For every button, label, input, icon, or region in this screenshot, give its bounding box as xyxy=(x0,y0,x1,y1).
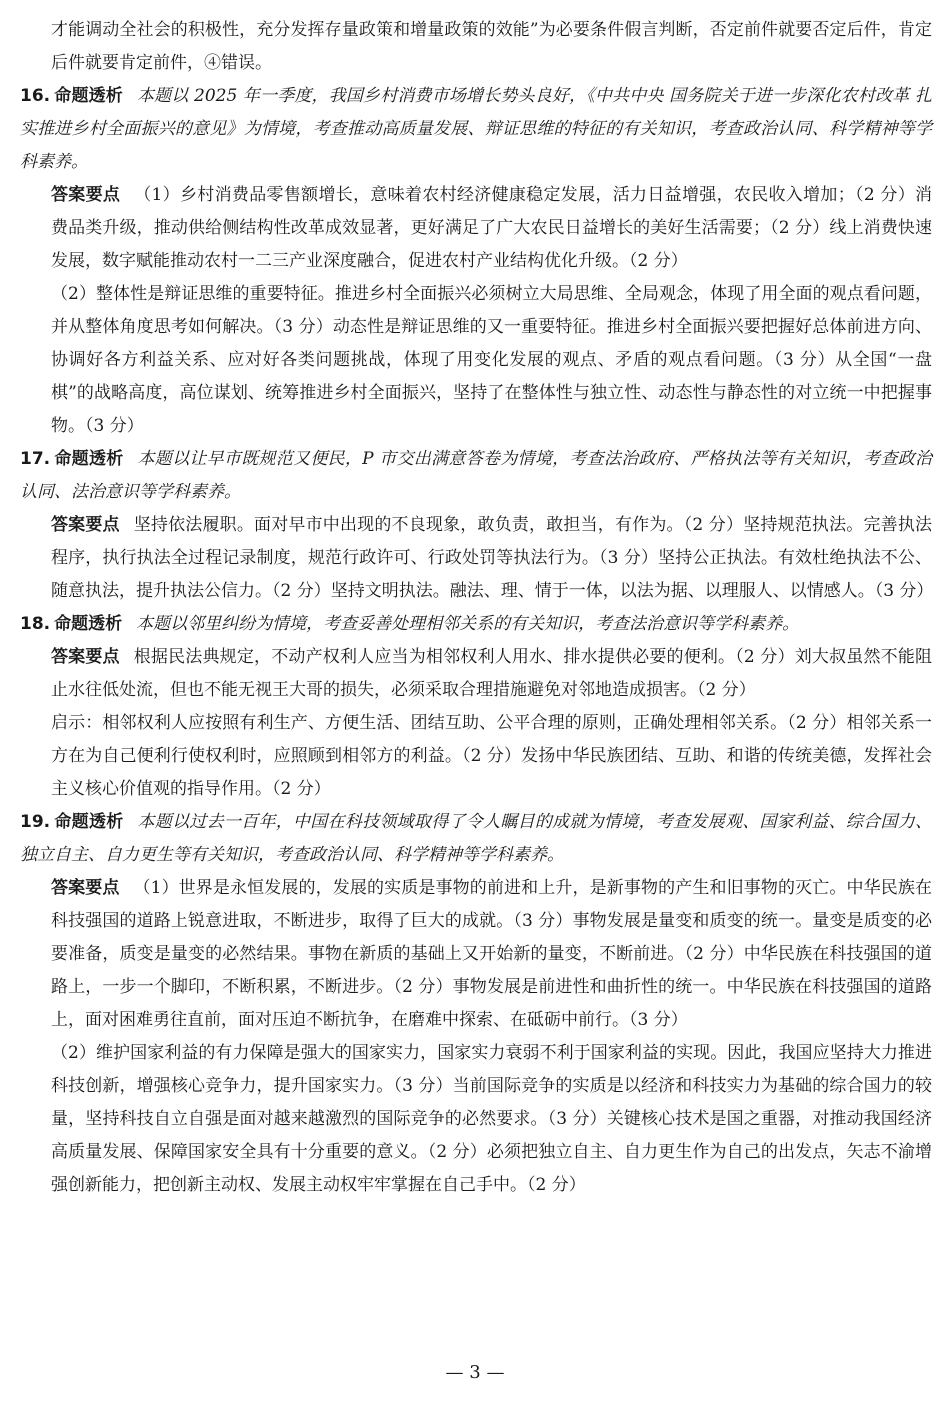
q18-number: 18. xyxy=(20,614,51,634)
q16-number: 16. xyxy=(20,86,51,106)
page-number: — 3 — xyxy=(445,1362,505,1383)
answer-document xyxy=(20,14,932,1202)
q18-answer-1-text: 根据民法典规定，不动产权利人应当为相邻权利人用水、排水提供必要的便利。（2 分）刘大叔虽然不能阻止水往低处流，但也不能无视王大哥的损失，必须采取合理措施避免对邻地造成损害。（2 分） xyxy=(51,647,933,700)
q19-answer-1 xyxy=(20,872,932,1037)
q18-answer-2: 启示：相邻权利人应按照有利生产、方便生活、团结互助、公平合理的原则，正确处理相邻关系。（2 分）相邻关系一方在为自己便利行使权利时，应照顾到相邻方的利益。（2 分）发扬中华民族团结、互助、和谐的传统美德，发挥社会主义核心价值观的指导作用。（2 分） xyxy=(51,713,932,799)
q16-analysis xyxy=(20,80,932,179)
q16-answer-1-text: （1）乡村消费品零售额增长，意味着农村经济健康稳定发展，活力日益增强，农民收入增加；（2 分）消费品类升级，推动供给侧结构性改革成效显著，更好满足了广大农民日益增长的美好生活需要；（2 分）线上消费快速发展，数字赋能推动农村一二三产业深度融合，促进农村产业结构优化升级。（2 分） xyxy=(51,185,933,271)
question-19 xyxy=(20,806,932,1202)
q19-answer-2: （2）维护国家利益的有力保障是强大的国家实力，国家实力衰弱不利于国家利益的实现。因此，我国应坚持大力推进科技创新，增强核心竞争力，提升国家实力。（3 分）当前国际竞争的实质是以经济和科技实力为基础的综合国力的较量，坚持科技自立自强是面对越来越激烈的国际竞争的必然要求。（3 分）关键核心技术是国之重器，对推动我国经济高质量发展、保障国家安全具有十分重要的意义。（2 分）必须把独立自主、自力更生作为自己的出发点，矢志不渝增强创新能力，把创新主动权、发展主动权牢牢掌握在自己手中。（2 分） xyxy=(51,1043,932,1195)
q18-answer-1 xyxy=(20,641,932,707)
q17-analysis xyxy=(20,443,932,509)
q19-number: 19. xyxy=(20,812,51,832)
question-18 xyxy=(20,608,932,806)
q19-analysis xyxy=(20,806,932,872)
q16-answer-label: 答案要点 xyxy=(51,185,121,205)
q19-answer-1-text: （1）世界是永恒发展的，发展的实质是事物的前进和上升，是新事物的产生和旧事物的灭亡。中华民族在科技强国的道路上锐意进取，不断进步，取得了巨大的成就。（3 分）事物发展是量变和质变的统一。量变是质变的必要准备，质变是量变的必然结果。事物在新质的基础上又开始新的量变，不断前进。（2 分）中华民族在科技强国的道路上，一步一个脚印，不断积累，不断进步。（2 分）事物发展是前进性和曲折性的统一。中华民族在科技强国的道路上，面对困难勇往直前，面对压迫不断抗争，在磨难中探索、在砥砺中前行。（3 分） xyxy=(51,878,932,1030)
q18-analysis-label: 命题透析 xyxy=(54,614,123,634)
question-17 xyxy=(20,443,932,608)
q16-answer-2: （2）整体性是辩证思维的重要特征。推进乡村全面振兴必须树立大局思维、全局观念，体现了用全面的观点看问题，并从整体角度思考如何解决。（3 分）动态性是辩证思维的又一重要特征。推进乡村全面振兴要把握好总体前进方向、协调好各方利益关系、应对好各类问题挑战，体现了用变化发展的观点、矛盾的观点看问题。（3 分）从全国“一盘棋”的战略高度，高位谋划、统筹推进乡村全面振兴，坚持了在整体性与独立性、动态性与静态性的对立统一中把握事物。（3 分） xyxy=(51,284,932,436)
q17-answer-label: 答案要点 xyxy=(51,515,120,535)
q16-analysis-text: 本题以 2025 年一季度，我国乡村消费市场增长势头良好，《中共中央 国务院关于进一步深化农村改革 扎实推进乡村全面振兴的意见》为情境，考查推动高质量发展、辩证思维的特征的有关知识，考查政治认同、科学精神等学科素养。 xyxy=(20,86,932,172)
q17-number: 17. xyxy=(20,449,51,469)
q17-analysis-text: 本题以让早市既规范又便民，P 市交出满意答卷为情境，考查法治政府、严格执法等有关知识，考查政治认同、法治意识等学科素养。 xyxy=(20,449,932,502)
q16-analysis-label: 命题透析 xyxy=(54,86,123,106)
q17-analysis-label: 命题透析 xyxy=(54,449,124,469)
intro-paragraph: 才能调动全社会的积极性，充分发挥存量政策和增量政策的效能”为必要条件假言判断，否定前件就要否定后件，肯定后件就要肯定前件，④错误。 xyxy=(51,20,932,73)
q19-analysis-text: 本题以过去一百年，中国在科技领域取得了令人瞩目的成就为情境，考查发展观、国家利益、综合国力、独立自主、自力更生等有关知识，考查政治认同、科学精神等学科素养。 xyxy=(20,812,933,865)
q17-answer-1-text: 坚持依法履职。面对早市中出现的不良现象，敢负责，敢担当，有作为。（2 分）坚持规范执法。完善执法程序，执行执法全过程记录制度，规范行政许可、行政处罚等执法行为。（3 分）坚持公正执法。有效杜绝执法不公、随意执法，提升执法公信力。（2 分）坚持文明执法。融法、理、情于一体，以法为据、以理服人、以情感人。（3 分） xyxy=(51,515,934,601)
q18-analysis xyxy=(20,608,932,641)
q17-answer-1 xyxy=(20,509,932,608)
q19-answer-label: 答案要点 xyxy=(51,878,120,898)
q18-analysis-text: 本题以邻里纠纷为情境，考查妥善处理相邻关系的有关知识，考查法治意识等学科素养。 xyxy=(136,614,800,634)
q16-answer-1 xyxy=(20,179,932,278)
q18-answer-label: 答案要点 xyxy=(51,647,120,667)
q19-analysis-label: 命题透析 xyxy=(54,812,124,832)
question-16 xyxy=(20,80,932,443)
